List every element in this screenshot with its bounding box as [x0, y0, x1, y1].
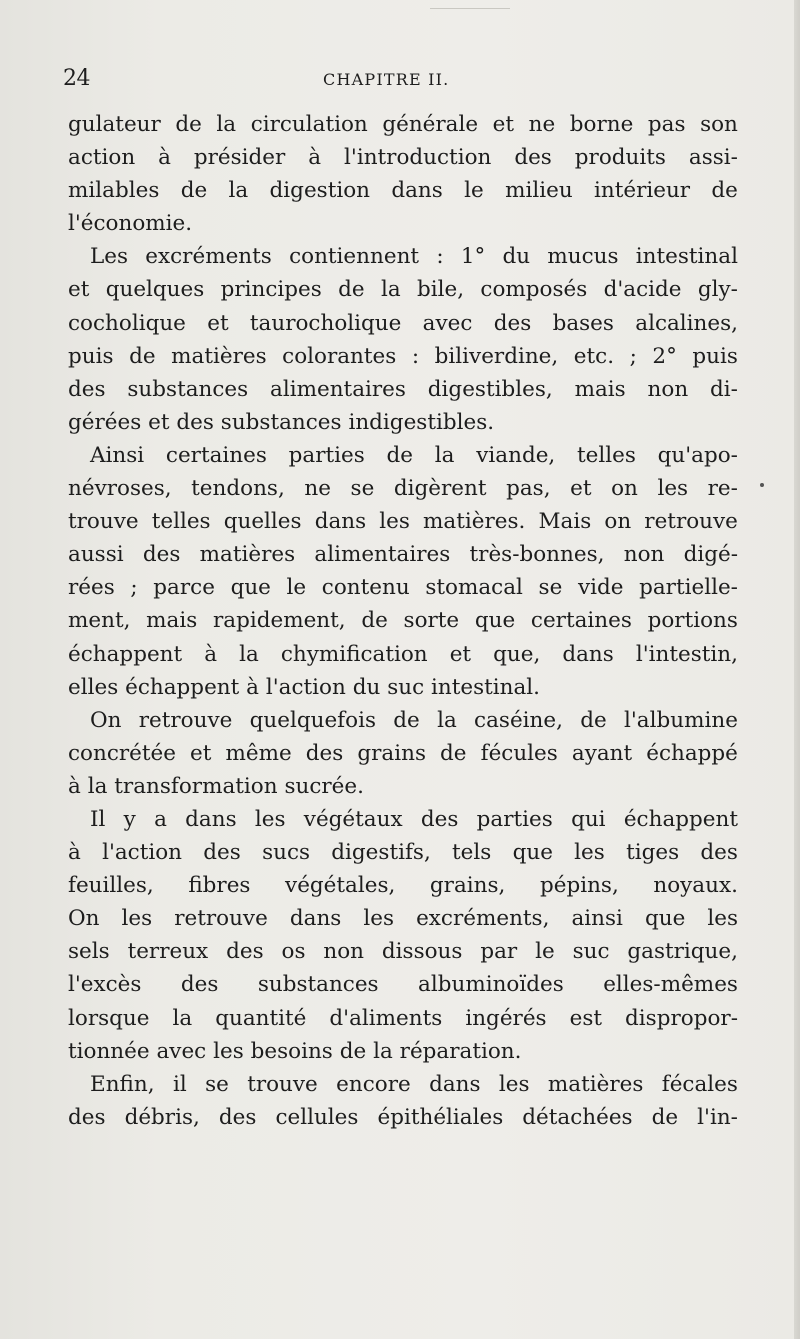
text-line: gérées et des substances indigestibles.	[68, 409, 495, 435]
text-line: des substances alimentaires digestibles, mais non di-	[68, 376, 738, 402]
text-line: aussi des matières alimentaires très-bonnes, non digé-	[68, 542, 738, 568]
text-line: sels terreux des os non dissous par le suc gastrique,	[68, 939, 738, 965]
text-line: lorsque la quantité d'aliments ingérés est dispropor-	[68, 1005, 738, 1031]
body-text	[68, 108, 738, 1134]
text-line: cocholique et taurocholique avec des bases alcalines,	[68, 310, 738, 336]
text-line: puis de matières colorantes : biliverdine, etc. ; 2° puis	[68, 343, 738, 369]
text-line: elles échappent à l'action du suc intestinal.	[68, 674, 540, 700]
text-line: feuilles, fibres végétales, grains, pépins, noyaux.	[68, 873, 738, 899]
text-line: concrétée et même des grains de fécules ayant échappé	[68, 740, 738, 766]
text-line: tionnée avec les besoins de la réparation.	[68, 1038, 522, 1064]
text-line: On les retrouve dans les excréments, ainsi que les	[68, 906, 738, 932]
text-line: à l'action des sucs digestifs, tels que les tiges des	[68, 840, 738, 866]
text-line: l'économie.	[68, 211, 193, 237]
margin-mark	[760, 483, 764, 487]
text-line: trouve telles quelles dans les matières. Mais on retrouve	[68, 509, 738, 535]
text-line: On retrouve quelquefois de la caséine, de l'albumine	[90, 707, 738, 733]
text-line: Enfin, il se trouve encore dans les matières fécales	[90, 1071, 738, 1097]
text-line: Il y a dans les végétaux des parties qui échappent	[90, 806, 738, 832]
text-line: névroses, tendons, ne se digèrent pas, et on les re-	[68, 476, 738, 502]
text-line: Ainsi certaines parties de la viande, telles qu'apo-	[90, 442, 738, 468]
page-edge-shadow	[794, 0, 800, 1339]
text-line: rées ; parce que le contenu stomacal se vide partielle-	[68, 575, 738, 601]
text-line: Les excréments contiennent : 1° du mucus intestinal	[90, 244, 738, 270]
page-number: 24	[63, 66, 90, 91]
text-line: milables de la digestion dans le milieu intérieur de	[68, 178, 738, 204]
text-line: action à présider à l'introduction des produits assi-	[68, 145, 738, 171]
top-rule	[430, 8, 510, 9]
text-line: à la transformation sucrée.	[68, 773, 364, 799]
text-line: ment, mais rapidement, de sorte que certaines portions	[68, 608, 738, 634]
text-line: l'excès des substances albuminoïdes elles-mêmes	[68, 972, 738, 998]
text-line: et quelques principes de la bile, composés d'acide gly-	[68, 277, 738, 303]
running-head: CHAPITRE II.	[323, 70, 450, 89]
text-line: gulateur de la circulation générale et ne borne pas son	[68, 112, 738, 137]
text-line: des débris, des cellules épithéliales détachées de l'in-	[68, 1104, 738, 1130]
text-line: échappent à la chymification et que, dans l'intestin,	[68, 641, 738, 667]
